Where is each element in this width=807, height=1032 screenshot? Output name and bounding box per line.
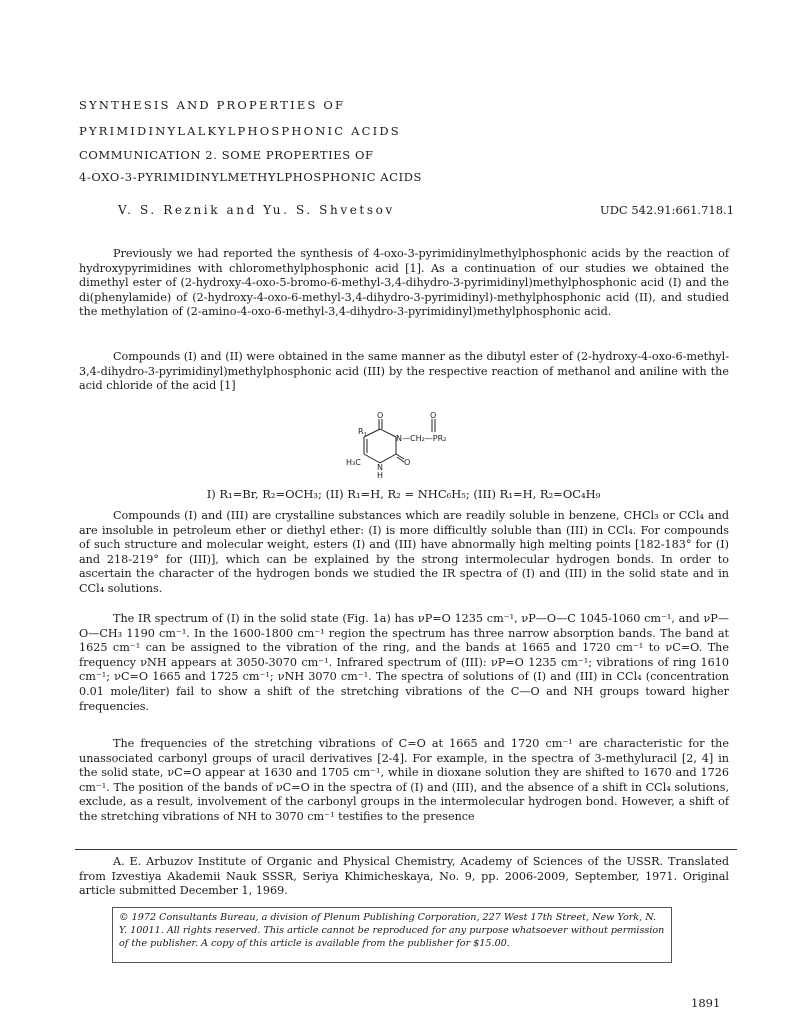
institution-footnote: A. E. Arbuzov Institute of Organic and Physical Chemistry, Academy of Sciences of the USSR. Translated from Izvestiya Akademii Nauk SSSR, Seriya Khimicheskaya, No. 9, pp. 2006-2009, September, 1971. Original article submitted December 1, 1969.: [79, 855, 729, 898]
paragraph-properties: Compounds (I) and (III) are crystalline substances which are readily soluble in benzene, CHCl₃ or CCl₄ and are insoluble in petroleum ether or diethyl ether: (I) is more difficultly soluble than (III) in CCl₄. For compounds of such structure and molecular weight, esters (I) and (III) have abnormally high melting points [182-183° for (I) and 218-219° for (III)], which can be explained by the strong intermolecular hydrogen bonds. In order to ascertain the character of the hydrogen bonds we studied the IR spectra of (I) and (III) in the solid state and in CCl₄ solutions.: [79, 509, 729, 595]
title-line-4: 4-OXO-3-PYRIMIDINYLMETHYLPHOSPHONIC ACIDS: [79, 170, 423, 184]
paragraph-ir-spectrum: The IR spectrum of (I) in the solid state (Fig. 1a) has νP=O 1235 cm⁻¹, νP—O—C 1045-1060 cm⁻¹, and νP—O—CH₃ 1190 cm⁻¹. In the 1600-1800 cm⁻¹ region the spectrum has three narrow absorption bands. The band at 1625 cm⁻¹ can be assigned to the vibration of the ring, and the bands at 1665 and 1720 cm⁻¹ to νC=O. The frequency νNH appears at 3050-3070 cm⁻¹. Infrared spectrum of (III): νP=O 1235 cm⁻¹; vibrations of ring 1610 cm⁻¹; νC=O 1665 and 1725 cm⁻¹; νNH 3070 cm⁻¹. The spectra of solutions of (I) and (III) in CCl₄ (concentration 0.01 mole/liter) fail to show a shift of the stretching vibrations of the C—O and NH groups toward higher frequencies.: [79, 612, 729, 713]
paragraph-intro: Previously we had reported the synthesis of 4-oxo-3-pyrimidinylmethylphosphonic acids by the reaction of hydroxypyrimidines with chloromethylphosphonic acid [1]. As a continuation of our studies we obtained the dimethyl ester of (2-hydroxy-4-oxo-5-bromo-6-methyl-3,4-dihydro-3-pyrimidinyl)methylphosphonic acid (I) and the di(phenylamide) of (2-hydroxy-4-oxo-6-methyl-3,4-dihydro-3-pyrimidinyl)-methylphosphonic acid (II), and studied the methylation of (2-amino-4-oxo-6-methyl-3,4-dihydro-3-pyrimidinyl)methylphosphonic acid.: [79, 247, 729, 319]
page-number: 1891: [691, 996, 721, 1010]
copyright-box: [112, 907, 672, 963]
authors: V. S. Reznik and Yu. S. Shvetsov: [118, 203, 395, 217]
carbonyl-oxygen-4: O: [377, 411, 384, 420]
chemical-structure: [340, 410, 470, 480]
udc-code: UDC 542.91:661.718.1: [600, 203, 735, 217]
structure-caption: I) R₁=Br, R₂=OCH₃; (II) R₁=H, R₂ = NHC₆H₅; (III) R₁=H, R₂=OC₄H₉: [206, 487, 601, 501]
r1-label: $R_1$: [358, 427, 367, 438]
footnote-separator: [75, 849, 737, 850]
paragraph-compounds: Compounds (I) and (II) were obtained in the same manner as the dibutyl ester of (2-hydroxy-4-oxo-6-methyl-3,4-dihydro-3-pyrimidinyl)methylphosphonic acid (III) by the respective reaction of methanol and aniline with the acid chloride of the acid [1]: [79, 350, 729, 393]
n-chain-label: N—CH₂—PR₂: [396, 434, 447, 443]
title-line-3: COMMUNICATION 2. SOME PROPERTIES OF: [79, 148, 374, 162]
nh-nitrogen: N: [377, 463, 383, 472]
title-line-2: PYRIMIDINYLALKYLPHOSPHONIC ACIDS: [79, 124, 401, 138]
title-line-1: SYNTHESIS AND PROPERTIES OF: [79, 98, 346, 112]
phosphoryl-oxygen: O: [430, 411, 437, 420]
methyl-label: H₃C: [346, 458, 361, 467]
carbonyl-oxygen-2: O: [404, 458, 411, 467]
nh-hydrogen: H: [377, 471, 384, 480]
paragraph-frequencies: The frequencies of the stretching vibrations of C=O at 1665 and 1720 cm⁻¹ are characteristic for the unassociated carbonyl groups of uracil derivatives [2-4]. For example, in the spectra of 3-methyluracil [2, 4] in the solid state, νC=O appear at 1630 and 1705 cm⁻¹, while in dioxane solution they are shifted to 1670 and 1726 cm⁻¹. The position of the bands of νC=O in the spectra of (I) and (III), and the absence of a shift in CCl₄ solutions, exclude, as a result, involvement of the carbonyl groups in the intermolecular hydrogen bond. However, a shift of the stretching vibrations of NH to 3070 cm⁻¹ testifies to the presence: [79, 737, 729, 823]
copyright-text: © 1972 Consultants Bureau, a division of Plenum Publishing Corporation, 227 West 17th Street, New York, N. Y. 10011. All rights reserved. This article cannot be reproduced for any purpose whatsoever without permission of the publisher. A copy of this article is available from the publisher for $15.00.: [119, 912, 665, 949]
